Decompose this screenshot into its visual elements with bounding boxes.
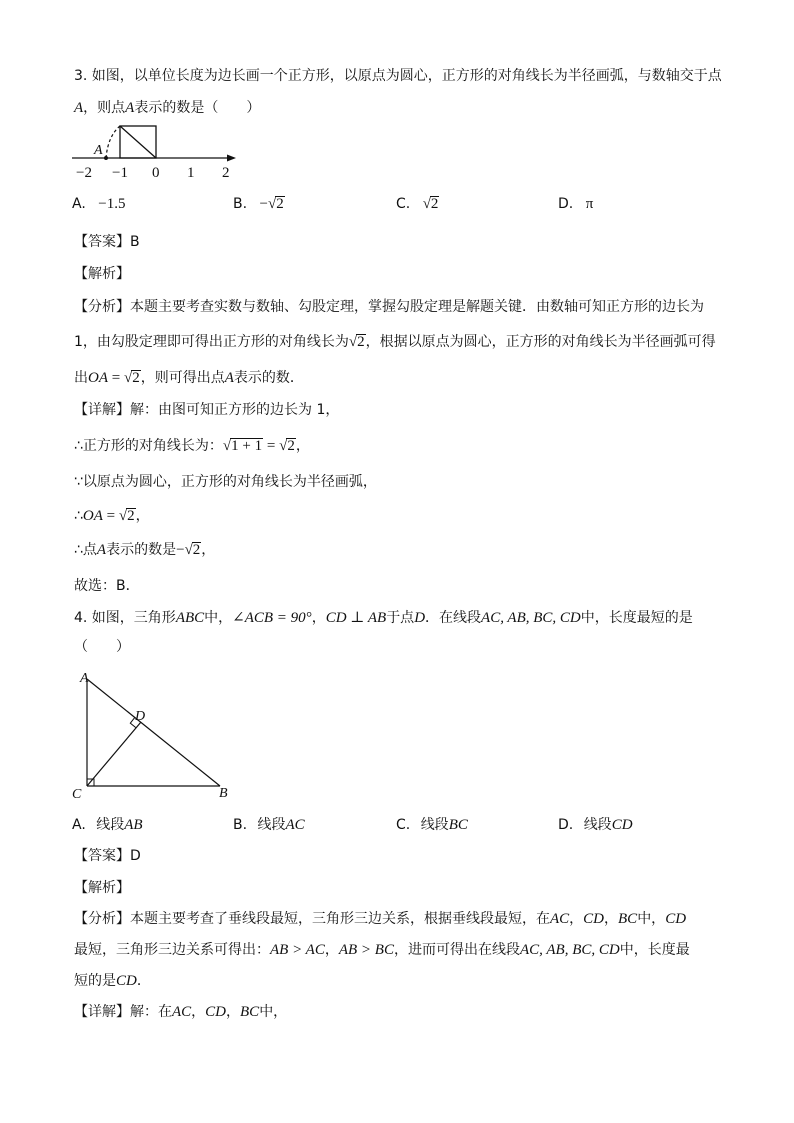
q4-option-b: [233, 815, 305, 835]
q3-option-d: [558, 194, 593, 214]
text: ，: [201, 542, 216, 558]
q3-option-a: [72, 194, 125, 214]
text: 中，: [204, 610, 233, 626]
text: ，: [135, 508, 150, 524]
label-b: B: [219, 786, 228, 801]
q4-answer: 【答案】D: [74, 848, 141, 864]
q4-option-c: [396, 815, 468, 835]
text: ，: [191, 1004, 206, 1020]
option-segment: AC: [285, 817, 305, 833]
q3-detail-line-4: [74, 506, 150, 526]
text: ，根据以原点为圆心，正方形的对角线长为半径画弧可得: [365, 334, 716, 350]
q3-figure-point-a: A: [94, 143, 103, 158]
q3-stem-text: 3. 如图，以单位长度为边长画一个正方形，以原点为圆心，正方形的对角线长为半径画弧，与数轴交于点: [74, 68, 722, 84]
text: ，: [226, 1004, 241, 1020]
q3-square-diagonal: [120, 126, 156, 158]
math-cd: CD: [116, 973, 137, 989]
math-oa: OA: [82, 508, 103, 524]
text: ，: [604, 911, 619, 927]
math-eq: =: [102, 508, 119, 524]
sqrt-radicand: 1 + 1: [231, 438, 263, 454]
option-segment: AB: [124, 817, 143, 833]
option-text: 线段: [583, 817, 612, 833]
sqrt-radicand: 2: [430, 196, 439, 212]
q3-answer: 【答案】B: [74, 234, 140, 250]
q3-number-line-figure: [70, 120, 250, 184]
math-ac: AC: [172, 1004, 192, 1020]
tick-label: 0: [152, 165, 160, 181]
option-text-sqrt2: √2: [422, 196, 439, 212]
math-cd-perp-ab: CD ⊥ AB: [325, 610, 387, 626]
sqrt-2: √2: [118, 508, 135, 524]
tick-label: −2: [76, 165, 92, 181]
text: 中，: [637, 911, 666, 927]
q3-stem-line-1: [74, 66, 722, 86]
text: ，进而可得出在线段: [393, 942, 520, 958]
segment-ab: [87, 679, 220, 786]
q4-option-a: [72, 815, 143, 835]
q4-analysis-line-2: [74, 940, 690, 960]
text: ．: [136, 973, 151, 989]
option-letter: A.: [72, 817, 86, 833]
text: ，则可得出点: [140, 370, 225, 386]
q3-detail-line-5: [74, 540, 215, 560]
text: 表示的数．: [233, 370, 304, 386]
sqrt-radicand: 2: [287, 438, 295, 454]
option-letter: B.: [233, 196, 248, 212]
sqrt-radicand: 2: [127, 508, 135, 524]
option-text: 线段: [96, 817, 125, 833]
math-a: A: [224, 370, 234, 386]
text: 中，长度最短的是: [580, 610, 693, 626]
option-letter: D.: [558, 196, 574, 212]
label-d: D: [135, 709, 146, 724]
q4-detail-line-1: [74, 1002, 287, 1022]
q3-analysis-line-3: [74, 368, 304, 388]
text: 4. 如图，三角形: [74, 610, 176, 626]
math-cd: CD: [205, 1004, 227, 1020]
option-letter: C.: [396, 817, 411, 833]
option-text: 线段: [420, 817, 449, 833]
text: ，: [295, 438, 310, 454]
text: 出: [74, 370, 88, 386]
text: 短的是: [74, 973, 116, 989]
math-d: D: [414, 610, 426, 626]
tick-label: 1: [187, 165, 195, 181]
q4-option-d: [558, 815, 633, 835]
math-cd: CD: [583, 911, 605, 927]
text: 中，: [259, 1004, 288, 1020]
q4-triangle-figure: [68, 668, 238, 803]
q3-point-a-dot: [104, 156, 108, 160]
q3-detail-line-2: [74, 436, 310, 456]
math-bc: BC: [240, 1004, 260, 1020]
q3-option-b: [233, 194, 285, 214]
q4-analysis-line-1: [74, 909, 686, 929]
math-bc: BC: [618, 911, 638, 927]
text: ∴: [74, 508, 83, 524]
option-letter: C.: [396, 196, 411, 212]
q3-choose: 故选：B．: [74, 578, 140, 594]
option-text: π: [585, 196, 594, 212]
q3-detail-line-1: 【详解】解：由图可知正方形的边长为 1，: [74, 402, 340, 418]
math-segments: AC, AB, BC, CD: [481, 610, 581, 626]
text: ，: [324, 942, 339, 958]
sqrt-radicand: 2: [357, 334, 365, 350]
q4-analysis-title: 【解析】: [74, 880, 130, 896]
text: 中，长度最: [619, 942, 690, 958]
text: ∴正方形的对角线长为：: [74, 438, 223, 454]
q3-stem-line-2: [74, 98, 260, 118]
q4-analysis-line-3: [74, 971, 151, 991]
sqrt-1-plus-1: √1 + 1: [222, 438, 263, 454]
option-letter: B.: [233, 817, 248, 833]
text: 【分析】本题主要考查了垂线段最短，三角形三边关系，根据垂线段最短，在: [74, 911, 550, 927]
segment-cd: [87, 722, 141, 786]
math-ab-gt-ac: AB > AC: [270, 942, 325, 958]
option-segment: CD: [611, 817, 633, 833]
option-text-neg-sqrt2: −√2: [259, 196, 284, 212]
text: ．在线段: [425, 610, 482, 626]
math-eq: =: [108, 370, 124, 386]
sqrt-2: √2: [348, 334, 365, 350]
tick-label: −1: [112, 165, 128, 181]
math-ab-gt-bc: AB > BC: [338, 942, 394, 958]
option-text: 线段: [257, 817, 286, 833]
text: 【详解】解：在: [74, 1004, 172, 1020]
q3-option-c: [396, 194, 439, 214]
math-cd: CD: [665, 911, 687, 927]
option-letter: A.: [72, 196, 86, 212]
q4-stem-line-1: [74, 608, 693, 628]
math-eq: =: [263, 438, 280, 454]
q3-tick-labels: [76, 165, 230, 181]
math-segments: AC, AB, BC, CD: [519, 942, 620, 958]
text: 1，由勾股定理即可得出正方形的对角线长为: [74, 334, 349, 350]
text: 最短，三角形三边关系可得出：: [74, 942, 270, 958]
q3-arc: [106, 126, 120, 158]
option-segment: BC: [448, 817, 468, 833]
math-abc: ABC: [175, 610, 205, 626]
q3-stem-text-3: 表示的数是（ ）: [134, 100, 261, 116]
q3-stem-text-2: ，则点: [83, 100, 126, 116]
q3-analysis-line-1: 【分析】本题主要考查实数与数轴、勾股定理，掌握勾股定理是解题关键．由数轴可知正方形的边长为: [74, 299, 704, 315]
label-c: C: [72, 787, 82, 802]
label-a: A: [80, 671, 89, 686]
q3-analysis-title: 【解析】: [74, 266, 130, 282]
math-oa: OA: [88, 370, 108, 386]
sqrt-radicand: 2: [192, 542, 201, 558]
math-ac: AC: [550, 911, 570, 927]
q3-analysis-line-2: [74, 332, 716, 352]
q3-detail-line-3: ∵以原点为圆心，正方形的对角线长为半径画弧，: [74, 474, 377, 490]
q3-point-a-2: A: [125, 100, 135, 116]
sqrt-2: √2: [123, 370, 140, 386]
math-a: A: [96, 542, 107, 558]
option-letter: D.: [558, 817, 574, 833]
sqrt-radicand: 2: [132, 370, 140, 386]
q3-point-a: A: [74, 100, 84, 116]
text: 表示的数是: [106, 542, 177, 558]
sqrt-2: √2: [184, 542, 201, 558]
math-angle-acb: ∠ACB = 90°: [232, 610, 312, 626]
sqrt-2: √2: [279, 438, 295, 454]
option-text: −1.5: [98, 196, 126, 212]
text: ∴点: [74, 542, 97, 558]
q4-stem-line-2: （ ）: [74, 639, 130, 655]
text: ，: [569, 911, 584, 927]
tick-label: 2: [222, 165, 230, 181]
math-minus: −: [176, 542, 185, 558]
text: 于点: [386, 610, 415, 626]
sqrt-radicand: 2: [276, 196, 284, 212]
text: ，: [311, 610, 326, 626]
